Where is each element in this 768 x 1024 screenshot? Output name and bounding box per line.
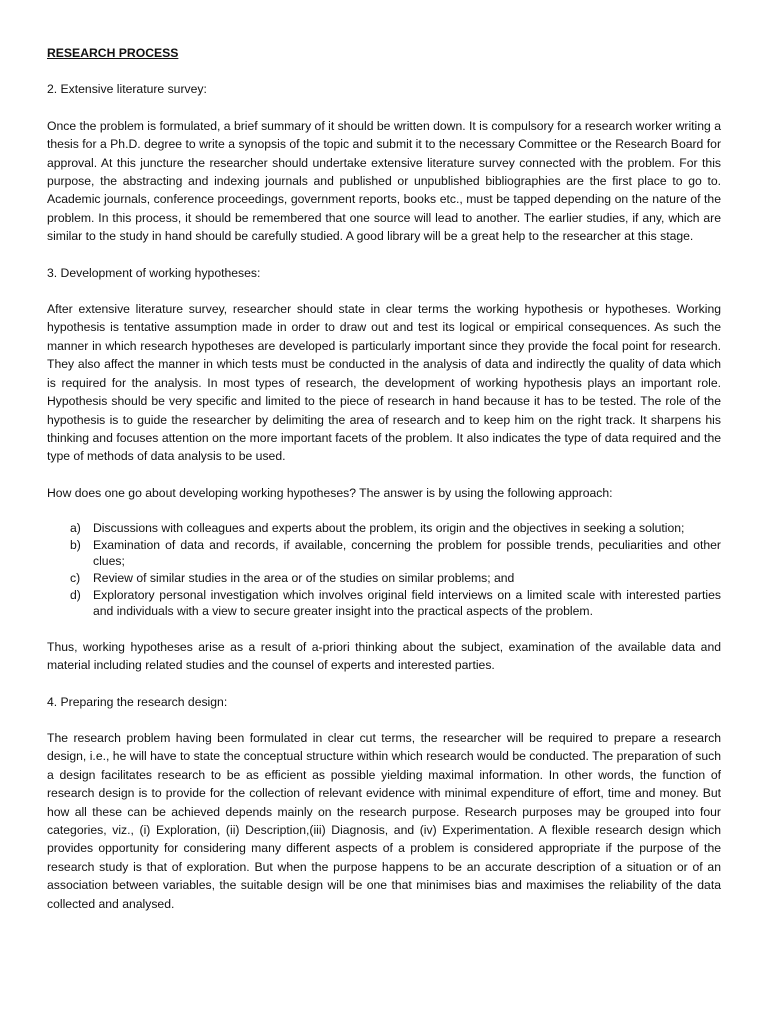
list-item-text: Exploratory personal investigation which involves original field interviews on a limited scale with interested parties and individuals with a view to secure greater insight into the practical aspects of the problem. — [93, 587, 721, 619]
document-page — [47, 44, 721, 931]
list-marker: b) — [70, 537, 81, 552]
paragraph-research-design: The research problem having been formulated in clear cut terms, the researcher will be required to prepare a research design, i.e., he will have to state the conceptual structure within which research would be conducted. The preparation of such a design facilitates research to be as efficient as possible yielding maximal information. In other words, the function of research design is to provide for the collection of relevant evidence with minimal expenditure of effort, time and money. But how all these can be achieved depends mainly on the research purpose. Research purposes may be grouped into four categories, viz., (i) Exploration, (ii) Description,(iii) Diagnosis, and (iv) Experimentation. A flexible research design which provides opportunity for considering many different aspects of a problem is considered appropriate if the purpose of the research study is that of exploration. But when the purpose happens to be an accurate description of a situation or of an association between variables, the suitable design will be one that minimises bias and maximises the reliability of the data collected and analysed. — [47, 730, 721, 911]
list-item — [67, 570, 721, 587]
document-title: RESEARCH PROCESS — [47, 46, 179, 60]
list-item — [67, 587, 721, 620]
list-marker: a) — [70, 521, 81, 536]
approach-list — [47, 520, 721, 620]
section-heading-working-hypotheses: 3. Development of working hypotheses: — [47, 265, 261, 280]
list-marker: c) — [70, 570, 81, 585]
list-item — [67, 537, 721, 570]
section-heading-literature-survey: 2. Extensive literature survey: — [47, 82, 207, 97]
paragraph-approach-question: How does one go about developing working hypotheses? The answer is by using the following approach: — [47, 485, 613, 500]
section-heading-research-design: 4. Preparing the research design: — [47, 694, 228, 709]
list-item-text: Examination of data and records, if available, concerning the problem for possible trends, peculiarities and other clues; — [93, 537, 721, 569]
list-item-text: Review of similar studies in the area or of the studies on similar problems; and — [93, 570, 515, 585]
list-item-text: Discussions with colleagues and experts about the problem, its origin and the objectives in seeking a solution; — [93, 521, 685, 536]
list-item — [67, 520, 721, 537]
paragraph-hypotheses-conclusion: Thus, working hypotheses arise as a result of a-priori thinking about the subject, examination of the available data and material including related studies and the counsel of experts and interested parties. — [47, 639, 721, 673]
list-marker: d) — [70, 587, 81, 602]
paragraph-working-hypotheses: After extensive literature survey, researcher should state in clear terms the working hypothesis or hypotheses. Working hypothesis is tentative assumption made in order to draw out and test its logical or empirical consequences. As such the manner in which research hypotheses are developed is particularly important since they provide the focal point for research. They also affect the manner in which tests must be conducted in the analysis of data and indirectly the quality of data which is required for the analysis. In most types of research, the development of working hypothesis plays an important role. Hypothesis should be very specific and limited to the piece of research in hand because it has to be tested. The role of the hypothesis is to guide the researcher by delimiting the area of research and to keep him on the right track. It sharpens his thinking and focuses attention on the more important facets of the problem. It also indicates the type of data required and the type of methods of data analysis to be used. — [47, 302, 721, 464]
paragraph-literature-survey: Once the problem is formulated, a brief summary of it should be written down. It is compulsory for a research worker writing a thesis for a Ph.D. degree to write a synopsis of the topic and submit it to the necessary Committee or the Research Board for approval. At this juncture the researcher should undertake extensive literature survey connected with the problem. For this purpose, the abstracting and indexing journals and published or unpublished bibliographies are the first place to go to. Academic journals, conference proceedings, government reports, books etc., must be tapped depending on the nature of the problem. In this process, it should be remembered that one source will lead to another. The earlier studies, if any, which are similar to the study in hand should be carefully studied. A good library will be a great help to the researcher at this stage. — [47, 118, 721, 244]
